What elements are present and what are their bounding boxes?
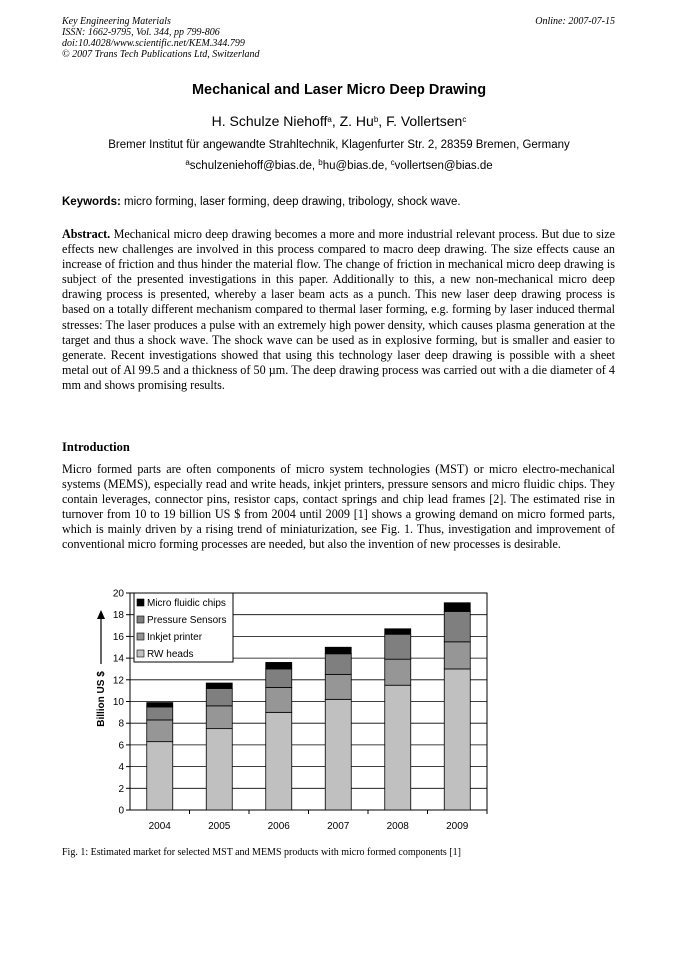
doi-line: doi:10.4028/www.scientific.net/KEM.344.799: [62, 38, 245, 49]
y-tick-label: 12: [112, 675, 124, 687]
author-name: H. Schulze Niehoff: [211, 113, 328, 129]
legend-swatch: [137, 650, 144, 657]
legend-label: Pressure Sensors: [147, 615, 227, 626]
bar-segment: [266, 712, 292, 810]
bar-segment: [444, 603, 470, 612]
legend-swatch: [137, 599, 144, 606]
y-tick-label: 14: [112, 653, 124, 665]
x-tick-label: 2007: [327, 821, 350, 832]
y-tick-label: 8: [118, 718, 124, 730]
bar-segment: [266, 662, 292, 669]
legend-label: Inkjet printer: [147, 632, 203, 643]
author-sup: a: [327, 115, 332, 124]
figure-caption: Fig. 1: Estimated market for selected MST and MEMS products with micro formed components [1]: [62, 847, 461, 858]
bar-segment: [325, 654, 351, 675]
bar-segment: [147, 703, 173, 707]
bar-segment: [444, 611, 470, 641]
issn-line: ISSN: 1662-9795, Vol. 344, pp 799-806: [62, 27, 220, 38]
abstract-text: Mechanical micro deep drawing becomes a more and more industrial relevant process. But due to size effects new challenges are involved in this process compared to macro deep drawing. The size effects cause an increase of friction and thus hinder the material flow. The change of friction in mechanical micro deep drawing is subject of the presented investigations in this paper. Additionally to this, a new non-mechanical micro deep drawing process is presented, whereby a laser beam acts as a punch. This new laser deep drawing process is based on a totally different mechanism compared to thermal laser forming, e.g. forming by laser induced thermal stresses: The laser produces a pulse with an extremely high power density, which causes plasma generation at the target and thus a shock wave. The shock wave can be used as in explosive forming, but is smaller and easier to generate. Recent investigations showed that using this technology laser deep drawing is possible with a sheet metal out of Al 99.5 and a thickness of 50 µm. The deep drawing process was carried out with a die diameter of 4 mm and shows promising results.: [62, 227, 615, 392]
author-sup: b: [373, 115, 379, 124]
x-tick-label: 2008: [386, 821, 409, 832]
x-tick-label: 2006: [267, 821, 290, 832]
y-tick-label: 6: [118, 740, 124, 752]
y-tick-label: 2: [118, 783, 124, 795]
x-tick-label: 2005: [208, 821, 231, 832]
email-list: $^a$schulzeniehoff@bias.de, $^b$hu@bias.de, $^c$vollertsen@bias.de: [185, 158, 493, 172]
y-tick-label: 10: [112, 697, 124, 708]
y-tick-label: 4: [118, 762, 124, 774]
author-name: F. Vollertsen: [386, 113, 463, 129]
y-axis-arrow-head: [97, 610, 105, 619]
journal-name: Key Engineering Materials: [62, 16, 171, 27]
bar-segment: [147, 742, 173, 810]
legend-label: RW heads: [147, 649, 194, 660]
bar-segment: [206, 729, 232, 810]
y-tick-label: 18: [112, 610, 124, 622]
email-address: schulzeniehoff@bias.de: [189, 160, 312, 172]
y-tick-label: 20: [112, 588, 124, 600]
x-tick-label: 2009: [446, 821, 469, 832]
introduction-heading: Introduction: [62, 440, 130, 454]
bar-segment: [444, 642, 470, 669]
paper-title: Mechanical and Laser Micro Deep Drawing: [191, 82, 487, 98]
bar-segment: [147, 707, 173, 720]
bar-segment: [325, 647, 351, 654]
bar-segment: [385, 659, 411, 685]
bar-segment: [206, 688, 232, 705]
author-name: Z. Hu: [339, 113, 374, 129]
author-list: H. Schulze Niehoff$^a$, Z. Hu$^b$, F. Vollertsen$^c$: [211, 113, 467, 129]
legend-swatch: [137, 616, 144, 623]
y-tick-label: 0: [118, 805, 124, 817]
bar-segment: [206, 706, 232, 729]
legend-swatch: [137, 633, 144, 640]
affiliation: Bremer Institut für angewandte Strahltechnik, Klagenfurter Str. 2, 28359 Bremen, Germany: [108, 139, 570, 151]
online-date: Online: 2007-07-15: [535, 16, 615, 27]
bar-segment: [147, 720, 173, 742]
bar-segment: [385, 629, 411, 634]
bar-segment: [325, 699, 351, 810]
bar-segment: [385, 685, 411, 810]
email-sup: b: [318, 158, 323, 167]
bar-segment: [385, 634, 411, 659]
legend-label: Micro fluidic chips: [147, 598, 226, 609]
author-sup: c: [462, 115, 467, 124]
x-tick-label: 2004: [148, 821, 171, 832]
bar-segment: [206, 683, 232, 688]
introduction-text: Micro formed parts are often components of micro system technologies (MST) or micro electro-mechanical systems (MEMS), especially read and write heads, inkjet printers, pressure sensors and micro fluidic chips. They contain leverages, connector pins, resistor caps, contact springs and chip lead frames [2]. The estimated rise in turnover from 10 to 19 billion US $ from 2004 until 2009 [1] shows a growing demand on micro formed parts, which is mainly driven by a rising trend of miniaturization, see Fig. 1. Thus, investigation and improvement of conventional micro forming processes are needed, but also the invention of new processes is desirable.: [62, 462, 615, 552]
copyright-line: © 2007 Trans Tech Publications Ltd, Switzerland: [62, 49, 260, 60]
bar-segment: [444, 669, 470, 810]
bar-segment: [266, 687, 292, 712]
bar-segment: [266, 669, 292, 687]
bar-segment: [325, 674, 351, 699]
keywords-label: Keywords:: [62, 196, 121, 208]
y-tick-label: 16: [112, 631, 124, 643]
email-address: vollertsen@bias.de: [394, 160, 493, 172]
abstract-label: Abstract.: [62, 227, 111, 241]
email-sup: c: [390, 158, 395, 167]
email-sup: a: [185, 158, 190, 167]
y-axis-label: Billion US $: [96, 671, 107, 727]
email-address: hu@bias.de: [322, 160, 385, 172]
keywords-text: micro forming, laser forming, deep drawing, tribology, shock wave.: [124, 196, 461, 208]
